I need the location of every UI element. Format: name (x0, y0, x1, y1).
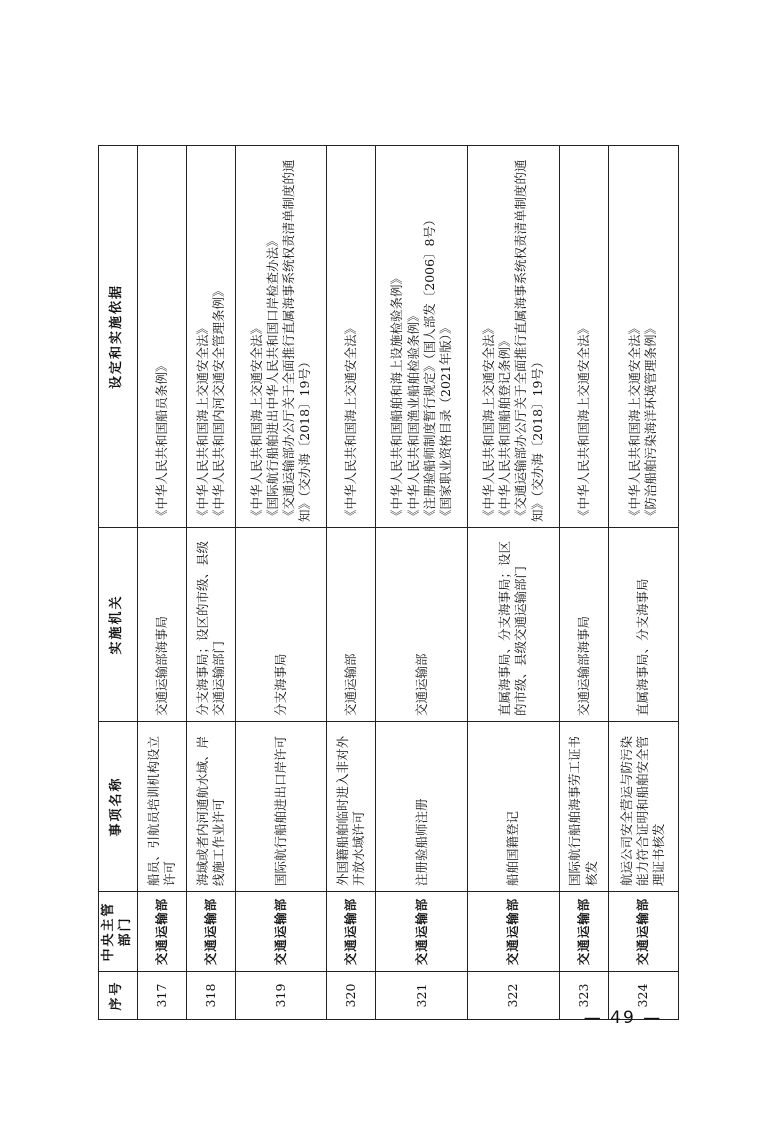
cell-dept: 交通运输部 (186, 892, 235, 972)
cell-agency: 交通运输部 (327, 528, 376, 722)
basis-line: 《中华人民共和国内河交通安全管理条例》 (210, 284, 226, 522)
cell-item: 航运公司安全营运与防污染能力符合证明和船舶安全管理证书核发 (608, 722, 678, 892)
cell-item: 外国籍船舶临时进入非对外开放水域许可 (327, 722, 376, 892)
basis-line: 《中华人民共和国海上交通安全法》 (194, 321, 210, 522)
table-row (559, 146, 608, 1020)
cell-dept: 交通运输部 (468, 892, 560, 972)
page-number: — 49 — (583, 1008, 663, 1028)
table-row (376, 146, 468, 1020)
cell-item: 国际航行船舶海事劳工证书核发 (559, 722, 608, 892)
cell-agency: 分支海事局 (235, 528, 327, 722)
cell-agency: 交通运输部海事局 (559, 528, 608, 722)
basis-line: 《中华人民共和国海上交通安全法》 (248, 321, 264, 522)
cell-dept: 交通运输部 (137, 892, 186, 972)
header-item: 事项名称 (99, 722, 138, 892)
table-row (468, 146, 560, 1020)
cell-item: 船舶国籍登记 (468, 722, 560, 892)
basis-line: 《交通运输部办公厅关于全面推行直属海事系统权责清单制度的通知》（交办海〔2018〕19号） (281, 159, 313, 522)
cell-no: 322 (468, 972, 560, 1020)
cell-no: 319 (235, 972, 327, 1020)
cell-item: 注册验船师注册 (376, 722, 468, 892)
cell-basis (327, 146, 376, 528)
cell-item: 海域或者内河通航水域、岸线施工作业许可 (186, 722, 235, 892)
cell-no: 321 (376, 972, 468, 1020)
header-agency: 实施机关 (99, 528, 138, 722)
basis-line: 《中华人民共和国海上交通安全法》 (575, 321, 591, 522)
cell-dept: 交通运输部 (559, 892, 608, 972)
basis-line: 《中华人民共和国海上交通安全法》 (627, 321, 643, 522)
cell-basis (608, 146, 678, 528)
table-header-row (99, 146, 138, 1020)
cell-agency: 直属海事局、分支海事局 (608, 528, 678, 722)
table-row (327, 146, 376, 1020)
header-dept: 中央主管部门 (99, 892, 138, 972)
cell-dept: 交通运输部 (327, 892, 376, 972)
basis-line: 《中华人民共和国渔业船舶检验条例》 (405, 309, 421, 522)
basis-line: 《中华人民共和国海上交通安全法》 (480, 321, 496, 522)
cell-basis (186, 146, 235, 528)
cell-dept: 交通运输部 (235, 892, 327, 972)
cell-agency: 交通运输部 (376, 528, 468, 722)
table-row (137, 146, 186, 1020)
basis-line: 《中华人民共和国船舶和海上设施检验条例》 (389, 271, 405, 522)
rotated-page-content (98, 146, 679, 1020)
cell-basis (559, 146, 608, 528)
cell-basis (376, 146, 468, 528)
basis-line: 《中华人民共和国船舶登记条例》 (497, 334, 513, 522)
table-row (235, 146, 327, 1020)
cell-no: 318 (186, 972, 235, 1020)
cell-item: 国际航行船舶进出口岸许可 (235, 722, 327, 892)
cell-item: 船员、引航员培训机构设立许可 (137, 722, 186, 892)
cell-no: 323 (559, 972, 608, 1020)
cell-no: 324 (608, 972, 678, 1020)
administrative-items-table (98, 145, 679, 1020)
basis-line: 《注册验船师制度暂行规定》（国人部发〔2006〕8号） (421, 213, 437, 522)
cell-dept: 交通运输部 (608, 892, 678, 972)
basis-line: 《防治船舶污染海洋环境管理条例》 (643, 321, 659, 522)
cell-no: 320 (327, 972, 376, 1020)
table-row (186, 146, 235, 1020)
cell-agency: 分支海事局；设区的市级、县级交通运输部门 (186, 528, 235, 722)
cell-agency: 交通运输部海事局 (137, 528, 186, 722)
cell-basis (235, 146, 327, 528)
basis-line: 《中华人民共和国海上交通安全法》 (343, 321, 359, 522)
cell-agency: 直属海事局、分支海事局；设区的市级、县级交通运输部门 (468, 528, 560, 722)
cell-no: 317 (137, 972, 186, 1020)
cell-basis (137, 146, 186, 528)
table-row (608, 146, 678, 1020)
basis-line: 《交通运输部办公厅关于全面推行直属海事系统权责清单制度的通知》（交办海〔2018〕19号） (513, 159, 545, 522)
cell-basis (468, 146, 560, 528)
cell-dept: 交通运输部 (376, 892, 468, 972)
header-basis: 设定和实施依据 (99, 146, 138, 528)
header-no: 序号 (99, 972, 138, 1020)
basis-line: 《国家职业资格目录（2021年版）》 (438, 321, 454, 522)
basis-line: 《中华人民共和国船员条例》 (153, 359, 169, 522)
basis-line: 《国际航行船舶进出中华人民共和国口岸检查办法》 (264, 234, 280, 522)
